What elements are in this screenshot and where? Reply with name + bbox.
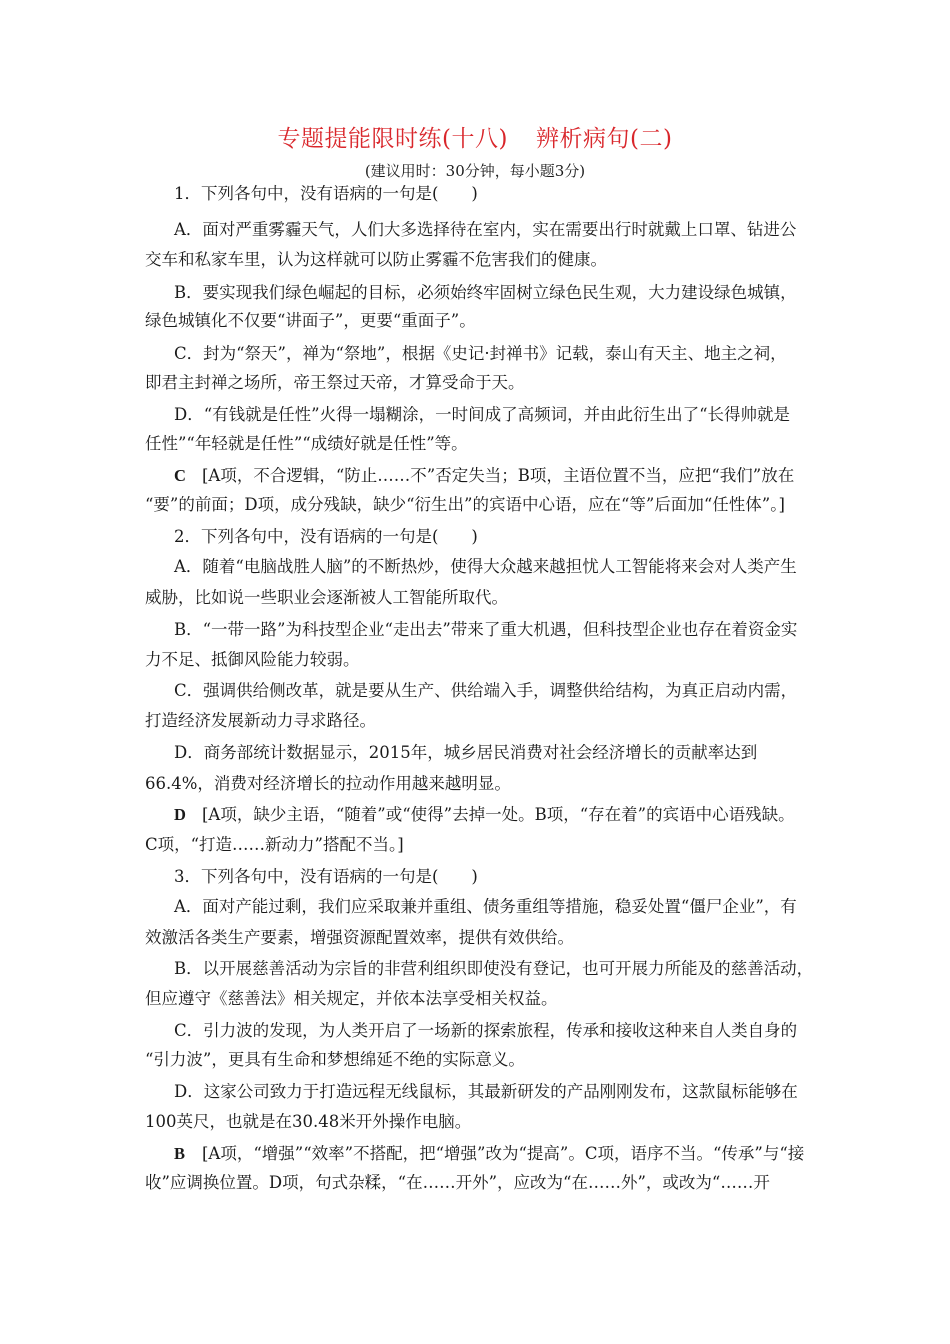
answer-explanation-line: [174, 1144, 804, 1164]
line-text: 100英尺，也就是在30.48米开外操作电脑。: [145, 1112, 472, 1131]
answer-key: C: [174, 466, 186, 485]
line-text: 效激活各类生产要素，增强资源配置效率，提供有效供给。: [145, 928, 574, 947]
text-line: [145, 1050, 525, 1070]
line-text: A．随着“电脑战胜人脑”的不断热炒，使得大众越来越担忧人工智能将来会对人类产生: [174, 557, 797, 576]
line-text: 3．下列各句中，没有语病的一句是( ): [174, 867, 478, 886]
line-text: 66.4%，消费对经济增长的拉动作用越来越明显。: [145, 774, 511, 793]
line-text: C．强调供给侧改革，就是要从生产、供给端入手，调整供给结构，为真正启动内需，: [174, 681, 798, 700]
text-line: [145, 588, 508, 608]
line-text: “引力波”，更具有生命和梦想绵延不绝的实际意义。: [145, 1050, 525, 1069]
answer-key: B: [174, 1144, 186, 1163]
line-text: 绿色城镇化不仅要“讲面子”，更要“重面子”。: [145, 311, 476, 330]
text-line: [174, 681, 797, 701]
answer-explanation-line: [174, 466, 794, 486]
line-text: A．面对严重雾霾天气，人们大多选择待在室内，实在需要出行时就戴上口罩、钻进公: [174, 220, 797, 239]
time-suggestion: (建议用时：30分钟，每小题3分): [364, 162, 586, 180]
line-text: 任性”“年轻就是任性”“成绩好就是任性”等。: [145, 434, 468, 453]
title-main: 专题提能限时练(十八): [277, 126, 508, 152]
line-text: B．要实现我们绿色崛起的目标，必须始终牢固树立绿色民生观，大力建设绿色城镇，: [174, 283, 797, 302]
text-line: [145, 311, 476, 331]
text-line: [145, 250, 607, 270]
line-text: B．“一带一路”为科技型企业“走出去”带来了重大机遇，但科技型企业也存在着资金实: [174, 620, 798, 639]
title-sub: 辨析病句(二): [536, 126, 673, 152]
line-text: [A项，缺少主语，“随着”或“使得”去掉一处。B项，“存在着”的宾语中心语残缺。: [202, 805, 795, 824]
text-line: [145, 495, 785, 515]
text-line: [174, 220, 796, 240]
text-line: [145, 434, 468, 454]
line-text: 但应遵守《慈善法》相关规定，并依本法享受相关权益。: [145, 989, 558, 1008]
line-text: C项，“打造……新动力”搭配不当。]: [145, 835, 404, 854]
line-text: 打造经济发展新动力寻求路径。: [145, 711, 376, 730]
text-line: [174, 405, 790, 425]
text-line: [145, 835, 404, 855]
text-line: [174, 959, 813, 979]
text-line: [174, 557, 797, 577]
line-text: B．以开展慈善活动为宗旨的非营利组织即使没有登记，也可开展力所能及的慈善活动，: [174, 959, 814, 978]
text-line: [145, 1173, 770, 1193]
line-text: 交车和私家车里，认为这样就可以防止雾霾不危害我们的健康。: [145, 250, 607, 269]
text-line: [174, 184, 478, 204]
line-text: [A项，不合逻辑，“防止……不”否定失当；B项，主语位置不当，应把“我们”放在: [202, 466, 795, 485]
line-text: [A项，“增强”“效率”不搭配，把“增强”改为“提高”。C项，语序不当。“传承”与“接: [202, 1144, 805, 1163]
line-text: D．商务部统计数据显示，2015年，城乡居民消费对社会经济增长的贡献率达到: [174, 743, 758, 762]
line-text: 威胁，比如说一些职业会逐渐被人工智能所取代。: [145, 588, 508, 607]
text-line: [145, 711, 376, 731]
line-text: 2．下列各句中，没有语病的一句是( ): [174, 527, 478, 546]
text-line: [174, 527, 478, 547]
text-line: [174, 283, 797, 303]
text-line: [174, 867, 478, 887]
line-text: 收”应调换位置。D项，句式杂糅，“在……开外”，应改为“在……外”，或改为“……开: [145, 1173, 770, 1192]
line-text: A．面对产能过剩，我们应采取兼并重组、债务重组等措施，稳妥处置“僵尸企业”，有: [174, 897, 797, 916]
text-line: [145, 928, 574, 948]
text-line: [145, 650, 360, 670]
line-text: C．封为“祭天”，禅为“祭地”，根据《史记·封禅书》记载，泰山有天主、地主之祠，: [174, 344, 787, 363]
text-line: [145, 1112, 471, 1132]
line-text: C．引力波的发现，为人类开启了一场新的探索旅程，传承和接收这种来自人类自身的: [174, 1021, 798, 1040]
line-text: 力不足、抵御风险能力较弱。: [145, 650, 360, 669]
line-text: D．这家公司致力于打造远程无线鼠标，其最新研发的产品刚刚发布，这款鼠标能够在: [174, 1082, 798, 1101]
text-line: [174, 743, 757, 763]
answer-key: D: [174, 805, 186, 824]
line-text: 1．下列各句中，没有语病的一句是( ): [174, 184, 478, 203]
text-line: [174, 344, 787, 364]
text-line: [145, 774, 511, 794]
text-line: [174, 620, 797, 640]
line-text: 即君主封禅之场所，帝王祭过天帝，才算受命于天。: [145, 373, 525, 392]
line-text: D．“有钱就是任性”火得一塌糊涂，一时间成了高频词，并由此衍生出了“长得帅就是: [174, 405, 791, 424]
text-line: [145, 373, 525, 393]
page-title: [0, 120, 950, 153]
text-line: [174, 1021, 797, 1041]
line-text: “要”的前面；D项，成分残缺，缺少“衍生出”的宾语中心语，应在“等”后面加“任性体”。]: [145, 495, 785, 514]
text-line: [174, 1082, 798, 1102]
answer-explanation-line: [174, 805, 795, 825]
text-line: [174, 897, 797, 917]
text-line: [145, 989, 558, 1009]
